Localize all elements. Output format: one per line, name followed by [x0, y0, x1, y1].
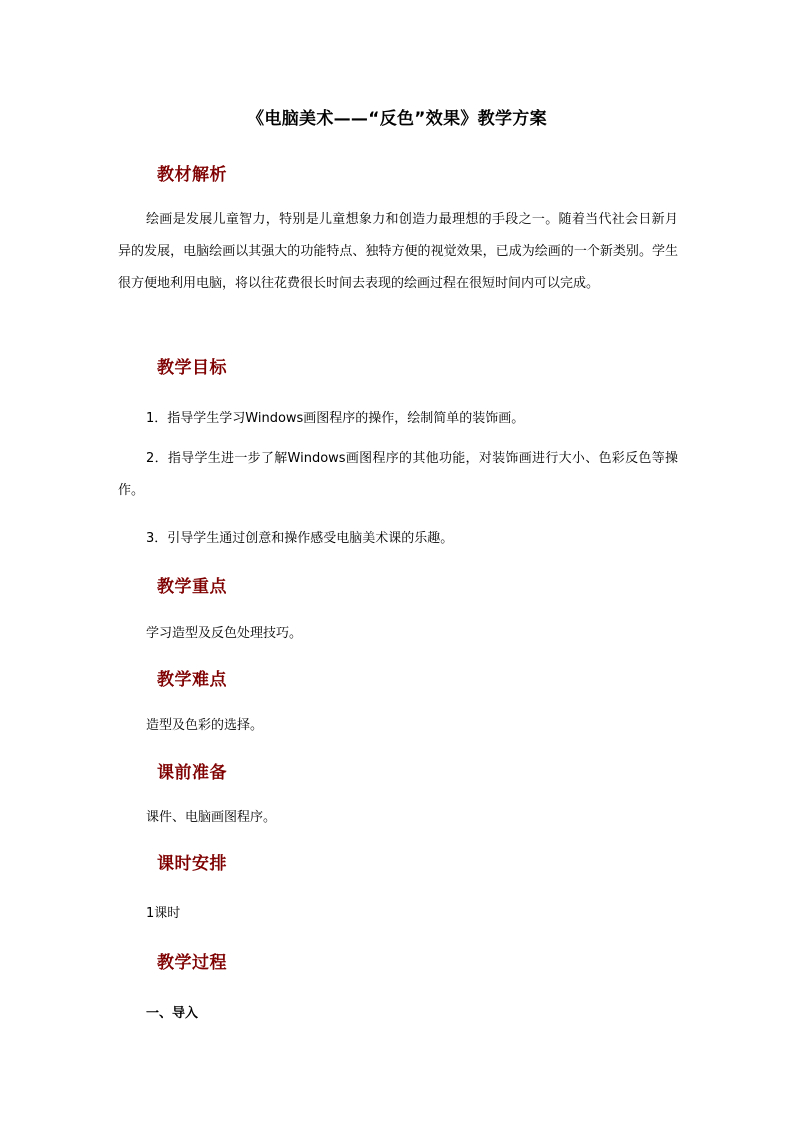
document-title: 《电脑美术——“反色”效果》教学方案	[247, 109, 547, 129]
objective-item-2: 2．指导学生进一步了解Windows画图程序的其他功能，对装饰画进行大小、色彩反色等操作。	[118, 451, 678, 498]
section-heading-teaching-process: 教学过程	[157, 953, 227, 973]
teaching-focus-text: 学习造型及反色处理技巧。	[146, 626, 303, 641]
section-heading-schedule: 课时安排	[157, 854, 227, 874]
section-heading-teaching-objectives: 教学目标	[157, 358, 227, 378]
textbook-analysis-paragraph: 绘画是发展儿童智力，特别是儿童想象力和创造力最理想的手段之一。随着当代社会日新月异的发展，电脑绘画以其强大的功能特点、独特方便的视觉效果，已成为绘画的一个新类别。学生很方便地利用电脑，将以往花费很长时间去表现的绘画过程在很短时间内可以完成。	[118, 212, 678, 291]
section-heading-preparation: 课前准备	[157, 763, 227, 783]
schedule-text: 1课时	[146, 906, 181, 921]
objective-item-3: 3．引导学生通过创意和操作感受电脑美术课的乐趣。	[146, 531, 454, 546]
section-heading-teaching-difficulty: 教学难点	[157, 670, 227, 690]
section-heading-textbook-analysis: 教材解析	[157, 165, 227, 185]
preparation-text: 课件、电脑画图程序。	[146, 810, 277, 825]
teaching-difficulty-text: 造型及色彩的选择。	[146, 718, 264, 733]
objective-item-1: 1．指导学生学习Windows画图程序的操作，绘制简单的装饰画。	[146, 411, 525, 426]
section-heading-teaching-focus: 教学重点	[157, 577, 227, 597]
process-step-intro: 一、导入	[146, 1006, 199, 1021]
